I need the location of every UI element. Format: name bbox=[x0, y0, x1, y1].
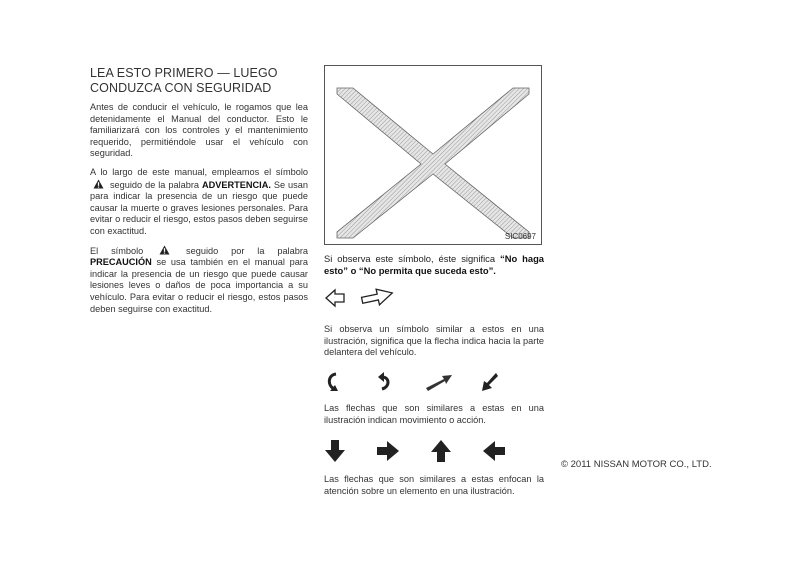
curved-arrow-icon bbox=[324, 371, 342, 393]
outline-arrow-up-right-icon bbox=[360, 288, 396, 308]
caution-paragraph: El símbolo seguido por la palabra PRECAUCIÓN se usa también en el manual para indicar la presencia de un riesgo que puede causar lesiones leves o daños de poca importancia a su vehículo. Para evitar o reducir el riesgo, estos pasos deben seguirse con exactitud. bbox=[90, 245, 308, 314]
section-heading bbox=[90, 66, 308, 96]
outline-arrow-left-icon bbox=[324, 288, 346, 308]
diagonal-arrow-icon bbox=[480, 371, 500, 393]
intro-paragraph: Antes de conducir el vehículo, le rogamos que lea detenidamente el Manual del conductor. Esto le familiarizará con los controles y el mantenimiento requerido, permitiéndole usar el vehículo con seguridad. bbox=[90, 102, 308, 159]
figure-code: SIC0697 bbox=[504, 232, 536, 241]
warning-paragraph: A lo largo de este manual, empleamos el símbolo seguido de la palabra ADVERTENCIA. Se usan para indicar la presencia de un riesgo que puede causar la muerte o graves lesiones personales. Para evitar o reducir el riesgo, estos pasos deben seguirse con exactitud. bbox=[90, 166, 308, 236]
attention-arrow-text: Las flechas que son similares a estas enfocan la atención sobre un elemento en una ilustración. bbox=[324, 474, 544, 496]
heading-line-1: LEA ESTO PRIMERO — LUEGO bbox=[90, 66, 278, 80]
middle-column bbox=[324, 65, 544, 497]
warning-triangle-icon bbox=[159, 245, 170, 255]
diagonal-arrow-icon bbox=[424, 372, 454, 392]
curved-arrow-icon bbox=[376, 371, 394, 393]
copyright-notice: © 2011 NISSAN MOTOR CO., LTD. bbox=[561, 459, 712, 470]
solid-arrow-right-icon bbox=[376, 440, 400, 462]
solid-arrow-down-icon bbox=[324, 439, 346, 463]
no-do-this-figure bbox=[324, 65, 542, 245]
heading-line-2: CONDUZCA CON SEGURIDAD bbox=[90, 81, 272, 95]
precaucion-keyword: PRECAUCIÓN bbox=[90, 257, 152, 268]
solid-arrow-left-icon bbox=[482, 440, 506, 462]
cross-x-icon bbox=[325, 66, 541, 244]
left-column bbox=[90, 66, 308, 322]
no-do-this-text: Si observa este símbolo, éste significa “No haga esto” o “No permita que suceda esto”. bbox=[324, 253, 545, 276]
front-arrows-row bbox=[324, 286, 544, 310]
warning-triangle-icon bbox=[93, 179, 104, 189]
solid-arrow-up-icon bbox=[430, 439, 452, 463]
movement-arrows-row bbox=[324, 369, 544, 395]
advertencia-keyword: ADVERTENCIA. bbox=[201, 179, 271, 190]
attention-arrows-row bbox=[324, 436, 544, 466]
front-arrow-text: Si observa un símbolo similar a estos en una ilustración, significa que la flecha indica hacia la parte delantera del vehículo. bbox=[324, 324, 544, 358]
movement-arrow-text: Las flechas que son similares a estas en una ilustración indican movimiento o acción. bbox=[324, 402, 544, 425]
